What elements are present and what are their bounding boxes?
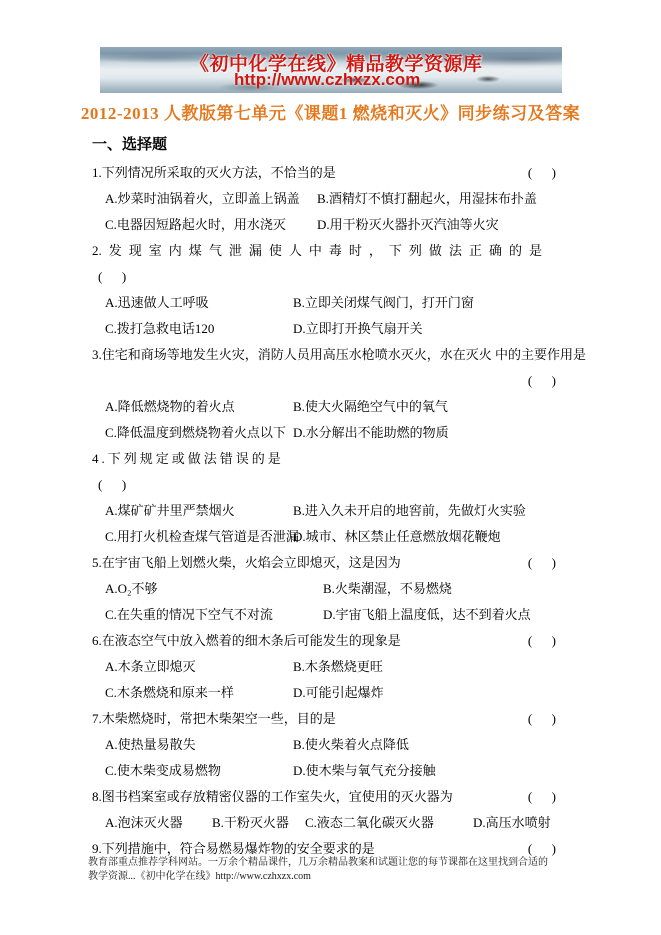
option-c: C.在失重的情况下空气不对流 bbox=[105, 607, 273, 622]
option-b: B.使大火隔绝空气中的氧气 bbox=[293, 399, 448, 414]
option-a: A.O₂不够 bbox=[105, 581, 158, 596]
option-c: C.用打火机检查煤气管道是否泄漏 bbox=[105, 529, 299, 544]
footer-site-url: 教学资源...《初中化学在线》http://www.czhxzx.com bbox=[88, 870, 311, 882]
section-title: 一、选择题 bbox=[92, 137, 168, 153]
site-banner-image bbox=[100, 47, 562, 93]
option-b: B.木条燃烧更旺 bbox=[293, 659, 383, 674]
option-c: C.拨打急救电话120 bbox=[105, 321, 215, 336]
question-1 bbox=[92, 160, 568, 238]
answer-bracket: ( ) bbox=[527, 373, 556, 388]
option-b: B.使火柴着火点降低 bbox=[293, 737, 409, 752]
answer-bracket: ( ) bbox=[527, 165, 556, 180]
question-stem: 1.下列情况所采取的灭火方法，不恰当的是 bbox=[92, 165, 336, 180]
option-b: B.立即关闭煤气阀门，打开门窗 bbox=[293, 295, 474, 310]
question-stem: 2.发现室内煤气泄漏使人中毒时，下列做法正确的是 bbox=[92, 243, 542, 258]
option-b: B.酒精灯不慎打翻起火，用湿抹布扑盖 bbox=[317, 191, 537, 206]
option-d: D.立即打开换气扇开关 bbox=[293, 321, 423, 336]
document-title: 2012-2013 人教版第七单元《课题1 燃烧和灭火》同步练习及答案 bbox=[80, 104, 581, 123]
question-5 bbox=[92, 550, 568, 628]
question-stem: 7.木柴燃烧时，常把木柴架空一些，目的是 bbox=[92, 711, 336, 726]
answer-bracket: ( ) bbox=[98, 269, 127, 284]
option-d: D.宇宙飞船上温度低，达不到着火点 bbox=[323, 607, 531, 622]
option-d: D.使木柴与氧气充分接触 bbox=[293, 763, 436, 778]
question-7 bbox=[92, 706, 568, 784]
option-a: A.木条立即熄灭 bbox=[105, 659, 196, 674]
option-b: B.进入久未开启的地窖前，先做灯火实验 bbox=[293, 503, 526, 518]
answer-bracket: ( ) bbox=[527, 841, 556, 856]
question-stem: 4.下列规定或做法错误的是 bbox=[92, 451, 284, 466]
answer-bracket: ( ) bbox=[527, 555, 556, 570]
banner-site-url: http://www.czhxzx.com bbox=[234, 70, 421, 89]
option-c: C.电器因短路起火时，用水浇灭 bbox=[105, 217, 286, 232]
question-stem: 9.下列措施中，符合易燃易爆炸物的安全要求的是 bbox=[92, 841, 375, 856]
option-c: C.使木柴变成易燃物 bbox=[105, 763, 221, 778]
question-stem: 6.在液态空气中放入燃着的细木条后可能发生的现象是 bbox=[92, 633, 401, 648]
option-d: D.用干粉灭火器扑灭汽油等火灾 bbox=[317, 217, 499, 232]
question-6 bbox=[92, 628, 568, 706]
option-c: C.木条燃烧和原来一样 bbox=[105, 685, 234, 700]
page-footer bbox=[88, 856, 574, 883]
option-c: C.液态二氧化碳灭火器 bbox=[305, 815, 434, 830]
option-a: A.迅速做人工呼吸 bbox=[105, 295, 209, 310]
answer-bracket: ( ) bbox=[98, 477, 127, 492]
document-body bbox=[92, 133, 587, 862]
question-stem: 3.住宅和商场等地发生火灾，消防人员用高压水枪喷水灭火，水在灭火 中的主要作用是 bbox=[92, 347, 587, 362]
answer-bracket: ( ) bbox=[527, 789, 556, 804]
banner-site-name: 《初中化学在线》精品教学资源库 bbox=[190, 54, 483, 75]
question-4 bbox=[92, 446, 568, 550]
question-8 bbox=[92, 784, 568, 836]
option-d: D.高压水喷射 bbox=[473, 815, 551, 830]
question-stem: 8.图书档案室或存放精密仪器的工作室失火，宜使用的灭火器为 bbox=[92, 789, 453, 804]
option-a: A.煤矿矿井里严禁烟火 bbox=[105, 503, 235, 518]
option-b: B.火柴潮湿，不易燃烧 bbox=[323, 581, 452, 596]
question-stem: 5.在宇宙飞船上划燃火柴，火焰会立即熄灭，这是因为 bbox=[92, 555, 401, 570]
option-a: A.降低燃烧物的着火点 bbox=[105, 399, 235, 414]
option-d: D.水分解出不能助燃的物质 bbox=[293, 425, 449, 440]
option-d: D.城市、林区禁止任意燃放烟花鞭炮 bbox=[293, 529, 501, 544]
question-3 bbox=[92, 342, 587, 446]
footer-promo-text: 教育部重点推荐学科网站。一万余个精品课件，几万余精品教案和试题让您的每节课都在这里找到合适的 bbox=[88, 857, 548, 868]
option-b: B.干粉灭火器 bbox=[212, 815, 289, 830]
answer-bracket: ( ) bbox=[527, 633, 556, 648]
option-a: A.泡沫灭火器 bbox=[105, 815, 183, 830]
answer-bracket: ( ) bbox=[527, 711, 556, 726]
option-c: C.降低温度到燃烧物着火点以下 bbox=[105, 425, 286, 440]
option-d: D.可能引起爆炸 bbox=[293, 685, 384, 700]
question-2 bbox=[92, 238, 568, 342]
option-a: A.使热量易散失 bbox=[105, 737, 196, 752]
option-a: A.炒菜时油锅着火，立即盖上锅盖 bbox=[105, 191, 300, 206]
